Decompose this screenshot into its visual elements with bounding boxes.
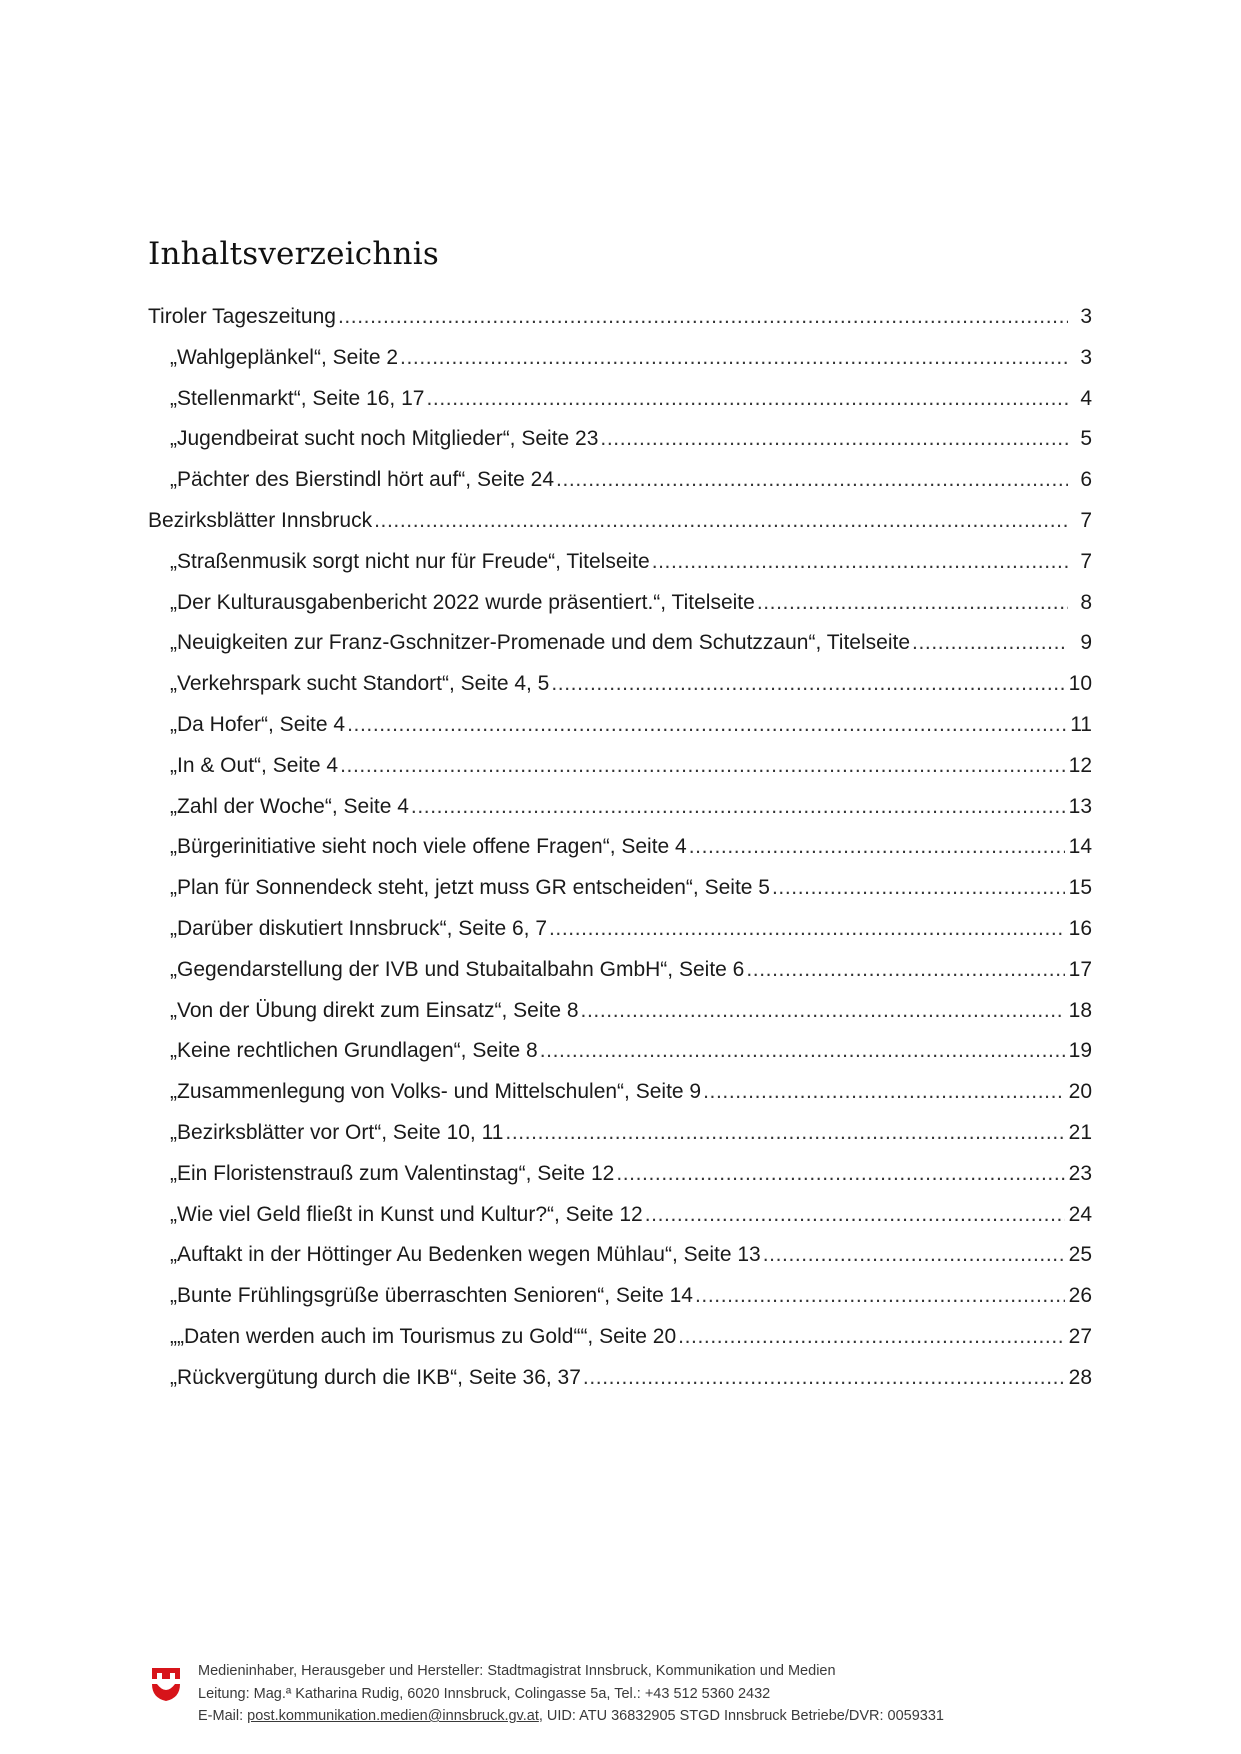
toc-entry-title: „In & Out“, Seite 4	[170, 753, 339, 777]
toc-page-number: 4	[1080, 386, 1092, 410]
toc-section-entry[interactable]	[148, 305, 1092, 346]
toc-page-number: 18	[1068, 998, 1092, 1022]
toc-dot-leader	[616, 1162, 1064, 1186]
toc-entry-title: „Bezirksblätter vor Ort“, Seite 10, 11	[170, 1120, 504, 1144]
toc-dot-leader	[912, 631, 1068, 655]
toc-dot-leader	[600, 427, 1068, 451]
toc-entry-title: „Wahlgeplänkel“, Seite 2	[170, 345, 399, 369]
toc-article-entry[interactable]	[148, 1121, 1092, 1162]
toc-page-number: 21	[1068, 1120, 1092, 1144]
toc-dot-leader	[400, 346, 1068, 370]
footer	[150, 1660, 1090, 1730]
toc-entry-title: „Rückvergütung durch die IKB“, Seite 36, 37	[170, 1365, 581, 1389]
toc-entry-title: „Stellenmarkt“, Seite 16, 17	[170, 386, 425, 410]
toc-dot-leader	[556, 468, 1068, 492]
toc-article-entry[interactable]	[148, 1203, 1092, 1244]
toc-dot-leader	[549, 917, 1065, 941]
toc-dot-leader	[347, 713, 1066, 737]
toc-article-entry[interactable]	[148, 1080, 1092, 1121]
table-of-contents	[148, 305, 1092, 1407]
toc-page-number: 11	[1070, 712, 1092, 736]
toc-article-entry[interactable]	[148, 754, 1092, 795]
toc-page-number: 26	[1068, 1284, 1092, 1308]
toc-page-number: 20	[1068, 1080, 1092, 1104]
toc-entry-title: „Plan für Sonnendeck steht, jetzt muss GR entscheiden“, Seite 5	[170, 876, 770, 900]
footer-publisher-line: Medieninhaber, Herausgeber und Hersteller: Stadtmagistrat Innsbruck, Kommunikation und Medien	[198, 1663, 836, 1679]
toc-page-number: 7	[1080, 549, 1092, 573]
toc-dot-leader	[695, 1284, 1065, 1308]
page-title: Inhaltsverzeichnis	[148, 236, 439, 272]
toc-article-entry[interactable]	[148, 713, 1092, 754]
toc-page-number: 12	[1068, 753, 1092, 777]
toc-article-entry[interactable]	[148, 876, 1092, 917]
toc-page-number: 8	[1080, 590, 1092, 614]
toc-entry-title: „Jugendbeirat sucht noch Mitglieder“, Seite 23	[170, 427, 599, 451]
toc-article-entry[interactable]	[148, 835, 1092, 876]
toc-entry-title: „Keine rechtlichen Grundlagen“, Seite 8	[170, 1039, 538, 1063]
toc-entry-title: „Auftakt in der Höttinger Au Bedenken wegen Mühlau“, Seite 13	[170, 1243, 761, 1267]
toc-article-entry[interactable]	[148, 1366, 1092, 1407]
toc-page-number: 23	[1068, 1161, 1092, 1185]
toc-dot-leader	[678, 1325, 1064, 1349]
toc-article-entry[interactable]	[148, 999, 1092, 1040]
toc-page-number: 27	[1068, 1324, 1092, 1348]
toc-entry-title: „Wie viel Geld fließt in Kunst und Kultur?“, Seite 12	[170, 1202, 643, 1226]
toc-article-entry[interactable]	[148, 631, 1092, 672]
toc-article-entry[interactable]	[148, 346, 1092, 387]
footer-email-line	[198, 1705, 944, 1728]
toc-entry-title: „Zahl der Woche“, Seite 4	[170, 794, 409, 818]
toc-entry-title: „Zusammenlegung von Volks- und Mittelschulen“, Seite 9	[170, 1080, 702, 1104]
toc-dot-leader	[689, 835, 1065, 859]
toc-article-entry[interactable]	[148, 427, 1092, 468]
footer-registration-info: , UID: ATU 36832905 STGD Innsbruck Betriebe/DVR: 0059331	[538, 1708, 944, 1724]
toc-page-number: 5	[1080, 427, 1092, 451]
footer-email-link[interactable]: post.kommunikation.medien@innsbruck.gv.at	[247, 1708, 539, 1724]
toc-entry-title: „Da Hofer“, Seite 4	[170, 712, 346, 736]
toc-page-number: 9	[1080, 631, 1092, 655]
toc-entry-title: „„Daten werden auch im Tourismus zu Gold““, Seite 20	[170, 1324, 677, 1348]
toc-dot-leader	[645, 1203, 1065, 1227]
toc-entry-title: „Bürgerinitiative sieht noch viele offene Fragen“, Seite 4	[170, 835, 687, 859]
toc-entry-title: „Der Kulturausgabenbericht 2022 wurde präsentiert.“, Titelseite	[170, 590, 755, 614]
toc-page-number: 10	[1068, 672, 1092, 696]
toc-entry-title: „Von der Übung direkt zum Einsatz“, Seite 8	[170, 998, 579, 1022]
toc-page-number: 13	[1068, 794, 1092, 818]
toc-page-number: 17	[1068, 957, 1092, 981]
toc-dot-leader	[374, 509, 1068, 533]
toc-dot-leader	[505, 1121, 1064, 1145]
toc-article-entry[interactable]	[148, 1039, 1092, 1080]
toc-dot-leader	[338, 305, 1068, 329]
toc-page-number: 6	[1080, 468, 1092, 492]
innsbruck-logo-icon	[150, 1664, 182, 1704]
toc-article-entry[interactable]	[148, 958, 1092, 999]
toc-dot-leader	[763, 1243, 1065, 1267]
toc-page-number: 28	[1068, 1365, 1092, 1389]
toc-dot-leader	[583, 1366, 1065, 1390]
toc-entry-title: „Darüber diskutiert Innsbruck“, Seite 6, 7	[170, 916, 547, 940]
toc-dot-leader	[540, 1039, 1065, 1063]
toc-dot-leader	[426, 387, 1068, 411]
toc-page-number: 3	[1080, 345, 1092, 369]
toc-dot-leader	[551, 672, 1064, 696]
toc-entry-title: „Straßenmusik sorgt nicht nur für Freude“, Titelseite	[170, 549, 650, 573]
toc-entry-title: „Ein Floristenstrauß zum Valentinstag“, Seite 12	[170, 1161, 615, 1185]
toc-entry-title: Bezirksblätter Innsbruck	[148, 508, 373, 532]
toc-entry-title: „Verkehrspark sucht Standort“, Seite 4, 5	[170, 672, 550, 696]
toc-article-entry[interactable]	[148, 591, 1092, 632]
toc-dot-leader	[746, 958, 1064, 982]
toc-entry-title: Tiroler Tageszeitung	[148, 305, 336, 328]
toc-page-number: 7	[1080, 508, 1092, 532]
toc-entry-title: „Pächter des Bierstindl hört auf“, Seite 24	[170, 468, 555, 492]
footer-email-label: E-Mail:	[198, 1708, 248, 1724]
toc-article-entry[interactable]	[148, 672, 1092, 713]
toc-section-entry[interactable]	[148, 509, 1092, 550]
toc-page-number: 3	[1080, 305, 1092, 328]
toc-dot-leader	[652, 550, 1068, 574]
toc-dot-leader	[757, 591, 1068, 615]
toc-entry-title: „Gegendarstellung der IVB und Stubaitalbahn GmbH“, Seite 6	[170, 957, 745, 981]
toc-entry-title: „Bunte Frühlingsgrüße überraschten Senioren“, Seite 14	[170, 1284, 693, 1308]
toc-article-entry[interactable]	[148, 1325, 1092, 1366]
toc-article-entry[interactable]	[148, 795, 1092, 836]
toc-article-entry[interactable]	[148, 917, 1092, 958]
toc-dot-leader	[340, 754, 1065, 778]
toc-entry-title: „Neuigkeiten zur Franz-Gschnitzer-Promenade und dem Schutzzaun“, Titelseite	[170, 631, 911, 655]
toc-page-number: 19	[1068, 1039, 1092, 1063]
toc-page-number: 16	[1068, 916, 1092, 940]
toc-dot-leader	[581, 999, 1065, 1023]
toc-dot-leader	[703, 1080, 1065, 1104]
toc-page-number: 14	[1068, 835, 1092, 859]
toc-dot-leader	[772, 876, 1065, 900]
toc-article-entry[interactable]	[148, 1162, 1092, 1203]
footer-imprint	[198, 1660, 944, 1728]
toc-article-entry[interactable]	[148, 468, 1092, 509]
toc-article-entry[interactable]	[148, 1243, 1092, 1284]
toc-page-number: 15	[1068, 876, 1092, 900]
toc-article-entry[interactable]	[148, 550, 1092, 591]
toc-article-entry[interactable]	[148, 1284, 1092, 1325]
toc-page-number: 25	[1068, 1243, 1092, 1267]
toc-page-number: 24	[1068, 1202, 1092, 1226]
footer-contact-line: Leitung: Mag.ª Katharina Rudig, 6020 Innsbruck, Colingasse 5a, Tel.: +43 512 5360 2432	[198, 1685, 771, 1702]
toc-dot-leader	[411, 795, 1065, 819]
toc-article-entry[interactable]	[148, 387, 1092, 428]
